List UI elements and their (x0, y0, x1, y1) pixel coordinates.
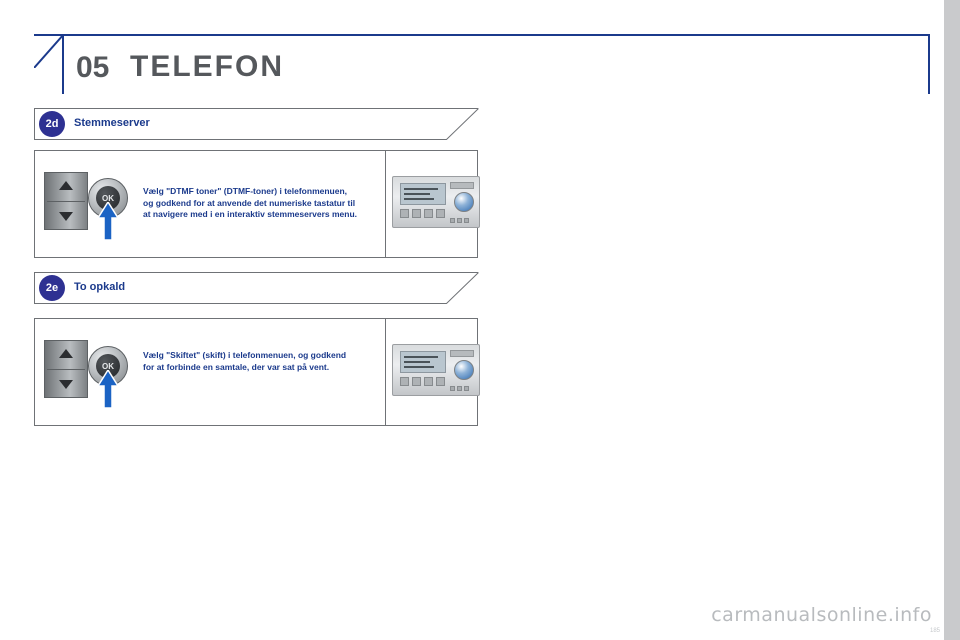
section-badge-2e: 2e (39, 275, 65, 301)
section-label-2e: To opkald (74, 281, 126, 293)
rocker-switch-up-down-icon[interactable] (44, 340, 88, 398)
arrow-down-icon (59, 212, 73, 221)
radio-top-strip (450, 182, 474, 189)
page-title: TELEFON (130, 50, 284, 83)
radio-small-buttons (450, 218, 469, 223)
section-badge-2d: 2d (39, 111, 65, 137)
radio-display-screen (400, 351, 446, 373)
section-label-2d: Stemmeserver (74, 117, 150, 129)
pointer-arrow-icon-2e (97, 370, 119, 408)
pointer-arrow-icon-2d (97, 202, 119, 240)
section-header-2e (34, 272, 480, 304)
radio-display-screen (400, 183, 446, 205)
right-margin-band (944, 0, 960, 640)
page-folio: 185 (929, 628, 940, 634)
rocker-switch-up-down-icon[interactable] (44, 172, 88, 230)
rocker-divider (47, 369, 85, 370)
arrow-up-icon (59, 181, 73, 190)
content-divider (385, 151, 386, 257)
radio-head-unit-illustration-2e (392, 344, 480, 396)
arrow-down-icon (59, 380, 73, 389)
section-header-2d (34, 108, 480, 140)
radio-head-unit-illustration-2d (392, 176, 480, 228)
radio-rotary-dial-icon (454, 360, 474, 380)
radio-button-row (400, 377, 445, 386)
rocker-divider (47, 201, 85, 202)
radio-small-buttons (450, 386, 469, 391)
chapter-number: 05 (76, 51, 110, 84)
radio-top-strip (450, 350, 474, 357)
section-header-tail-icon (439, 108, 479, 140)
radio-rotary-dial-icon (454, 192, 474, 212)
instruction-text-2d: Vælg "DTMF toner" (DTMF-toner) i telefonmenuen, og godkend for at anvende det numeriske tastatur til at navigere med i en interaktiv stemmeservers menu. (143, 186, 358, 219)
section-header-tail-icon (439, 272, 479, 304)
page-frame-corner-icon (34, 34, 68, 68)
radio-button-row (400, 209, 445, 218)
content-divider (385, 319, 386, 425)
instruction-text-2e: Vælg "Skiftet" (skift) i telefonmenuen, og godkend for at forbinde en samtale, der var sat på vent. (143, 350, 347, 372)
ok-knob-label: OK (96, 186, 120, 210)
arrow-up-icon (59, 349, 73, 358)
watermark: carmanualsonline.info (711, 604, 932, 626)
ok-knob-label: OK (96, 354, 120, 378)
